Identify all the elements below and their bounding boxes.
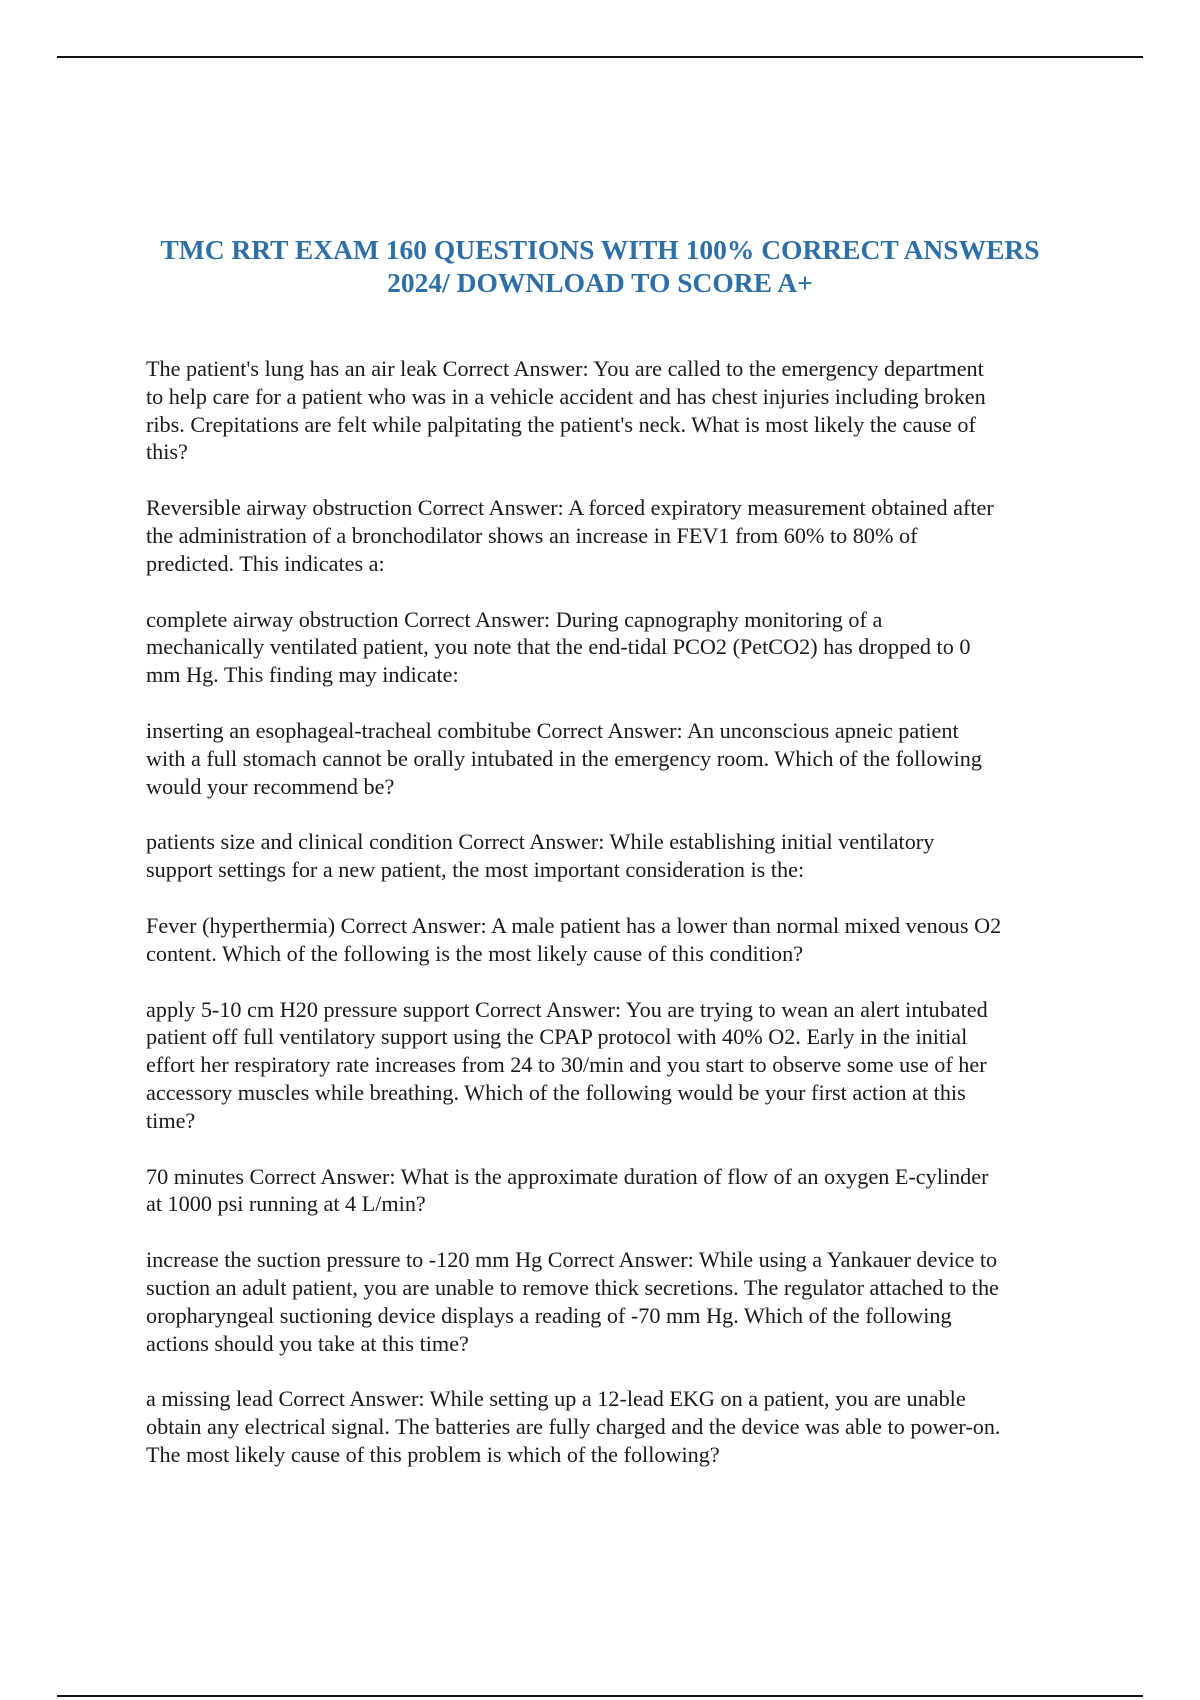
qa-item: increase the suction pressure to -120 mm Hg Correct Answer: While using a Yankauer device to suction an adult patient, you are unable to remove thick secretions. The regulator attached to the oropharyngeal suctioning device displays a reading of -70 mm Hg. Which of the following actions should you take at this time? [146,1247,999,1356]
bottom-divider [57,1695,1143,1697]
document-title: TMC RRT EXAM 160 QUESTIONS WITH 100% CORRECT ANSWERS 2024/ DOWNLOAD TO SCORE A+ [160,234,1040,298]
qa-item: patients size and clinical condition Correct Answer: While establishing initial ventilatory support settings for a new patient, the most important consideration is the: [146,829,935,883]
qa-item: Reversible airway obstruction Correct Answer: A forced expiratory measurement obtained after the administration of a bronchodilator shows an increase in FEV1 from 60% to 80% of predicted. This indicates a: [146,495,994,576]
qa-item: Fever (hyperthermia) Correct Answer: A male patient has a lower than normal mixed venous O2 content. Which of the following is the most likely cause of this condition? [146,912,1002,966]
qa-item: apply 5-10 cm H20 pressure support Correct Answer: You are trying to wean an alert intubated patient off full ventilatory support using the CPAP protocol with 40% O2. Early in the initial effort her respiratory rate increases from 24 to 30/min and you start to observe some use of her accessory muscles while breathing. Which of the following would be your first action at this time? [146,996,988,1133]
qa-list [146,355,1086,1497]
top-divider [57,56,1143,58]
qa-item: inserting an esophageal-tracheal combitube Correct Answer: An unconscious apneic patient with a full stomach cannot be orally intubated in the emergency room. Which of the following would your recommend be? [146,717,982,799]
qa-item: The patient's lung has an air leak Correct Answer: You are called to the emergency department to help care for a patient who was in a vehicle accident and has chest injuries including broken ribs. Crepitations are felt while palpitating the patient's neck. What is most likely the cause of this? [146,356,986,465]
qa-item: 70 minutes Correct Answer: What is the approximate duration of flow of an oxygen E-cylinder at 1000 psi running at 4 L/min? [146,1163,989,1217]
qa-item: a missing lead Correct Answer: While setting up a 12-lead EKG on a patient, you are unable obtain any electrical signal. The batteries are fully charged and the device was able to power-on. The most likely cause of this problem is which of the following? [146,1386,1001,1467]
qa-item: complete airway obstruction Correct Answer: During capnography monitoring of a mechanically ventilated patient, you note that the end-tidal PCO2 (PetCO2) has dropped to 0 mm Hg. This finding may indicate: [146,606,971,688]
